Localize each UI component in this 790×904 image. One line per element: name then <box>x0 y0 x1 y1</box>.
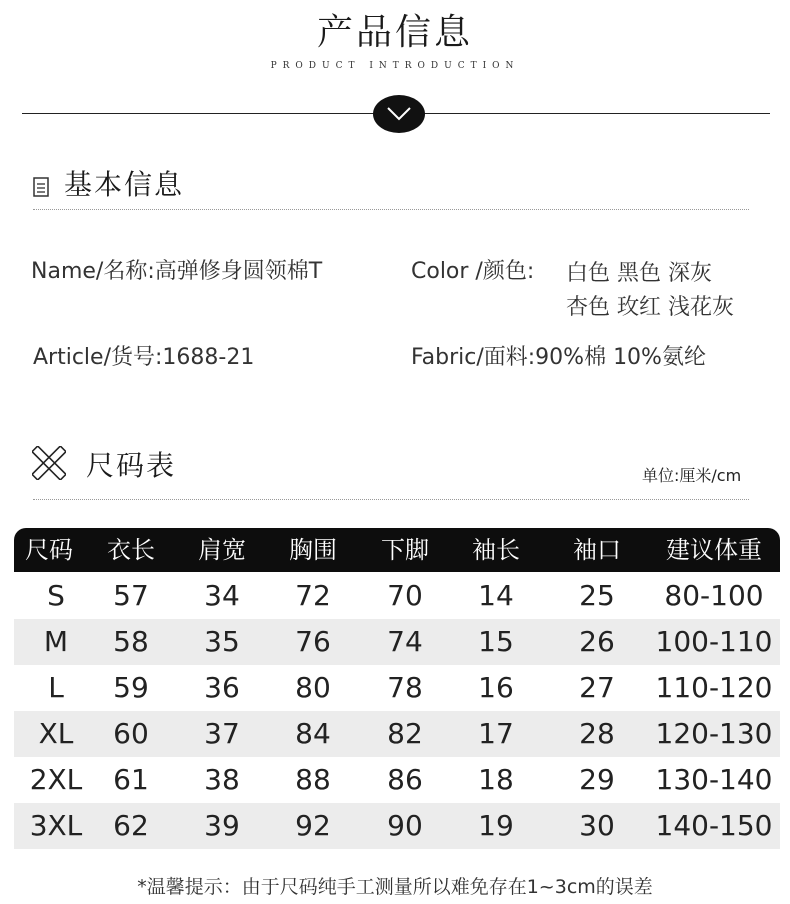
article-value: 1688-21 <box>162 345 255 370</box>
table-cell: 78 <box>387 671 423 704</box>
size-chart-heading: 尺码表 <box>86 449 177 482</box>
article-row <box>33 340 254 371</box>
page-subtitle: PRODUCT INTRODUCTION <box>270 61 520 71</box>
table-cell: 26 <box>579 625 615 658</box>
table-cell: 60 <box>113 717 149 750</box>
table-cell: 86 <box>387 763 423 796</box>
table-row <box>14 665 780 711</box>
table-cell: 38 <box>204 763 240 796</box>
name-value: 高弹修身圆领棉T <box>154 259 323 284</box>
column-header: 下脚 <box>381 536 429 564</box>
size-table-header <box>14 528 780 572</box>
column-header: 袖口 <box>573 536 621 564</box>
table-row <box>14 711 780 757</box>
table-cell: 110-120 <box>655 671 773 704</box>
table-cell: 70 <box>387 579 423 612</box>
table-cell: 18 <box>478 763 514 796</box>
table-cell: 76 <box>295 625 331 658</box>
column-header: 肩宽 <box>198 536 246 564</box>
color-label: Color /颜色: <box>411 259 535 284</box>
table-cell: 27 <box>579 671 615 704</box>
table-cell: 34 <box>204 579 240 612</box>
table-row <box>14 803 780 849</box>
table-cell: 14 <box>478 579 514 612</box>
table-cell: L <box>48 671 64 704</box>
chevron-down-icon <box>387 107 411 121</box>
table-row <box>14 619 780 665</box>
crossed-rulers-icon <box>32 446 66 480</box>
color-values-line2: 杏色 玫红 浅花灰 <box>566 295 734 320</box>
table-cell: 15 <box>478 625 514 658</box>
table-cell: 28 <box>579 717 615 750</box>
table-cell: 39 <box>204 809 240 842</box>
table-cell: 92 <box>295 809 331 842</box>
table-cell: 74 <box>387 625 423 658</box>
table-cell: 62 <box>113 809 149 842</box>
basic-info-heading: 基本信息 <box>64 168 185 201</box>
column-header: 衣长 <box>107 536 155 564</box>
table-cell: 19 <box>478 809 514 842</box>
fabric-row <box>411 340 706 371</box>
table-cell: 17 <box>478 717 514 750</box>
column-header: 胸围 <box>289 536 337 564</box>
fabric-value: 90%棉 10%氨纶 <box>535 345 706 370</box>
table-cell: 37 <box>204 717 240 750</box>
table-cell: 120-130 <box>655 717 773 750</box>
article-label: Article/货号: <box>33 345 163 370</box>
table-cell: 59 <box>113 671 149 704</box>
table-cell: XL <box>38 717 74 750</box>
table-row <box>14 573 780 619</box>
table-cell: M <box>43 625 69 658</box>
table-cell: 80 <box>295 671 331 704</box>
table-cell: 72 <box>295 579 331 612</box>
table-cell: 3XL <box>29 809 83 842</box>
header-badge <box>373 95 425 133</box>
name-row <box>31 254 322 285</box>
fabric-label: Fabric/面料: <box>411 345 536 370</box>
size-chart-divider <box>33 499 749 500</box>
basic-info-divider <box>33 209 749 210</box>
color-values-line1: 白色 黑色 深灰 <box>566 261 712 286</box>
column-header: 尺码 <box>25 536 73 564</box>
table-cell: 140-150 <box>655 809 773 842</box>
unit-label: 单位:厘米/cm <box>642 466 742 485</box>
table-cell: 80-100 <box>664 579 764 612</box>
name-label: Name/名称: <box>31 259 155 284</box>
table-cell: 36 <box>204 671 240 704</box>
table-cell: 82 <box>387 717 423 750</box>
column-header: 袖长 <box>472 536 520 564</box>
table-cell: 84 <box>295 717 331 750</box>
table-cell: 58 <box>113 625 149 658</box>
table-cell: 100-110 <box>655 625 773 658</box>
table-cell: 35 <box>204 625 240 658</box>
table-row <box>14 757 780 803</box>
table-cell: 88 <box>295 763 331 796</box>
table-cell: 61 <box>113 763 149 796</box>
column-header: 建议体重 <box>666 536 762 564</box>
table-cell: 16 <box>478 671 514 704</box>
table-cell: 90 <box>387 809 423 842</box>
table-cell: 2XL <box>29 763 83 796</box>
table-cell: 29 <box>579 763 615 796</box>
table-cell: 57 <box>113 579 149 612</box>
document-list-icon <box>33 177 49 197</box>
table-cell: S <box>47 579 65 612</box>
table-cell: 30 <box>579 809 615 842</box>
measurement-note: *温馨提示：由于尺码纯手工测量所以难免存在1~3cm的误差 <box>137 876 653 898</box>
page-title: 产品信息 <box>316 12 473 53</box>
table-cell: 25 <box>579 579 615 612</box>
table-cell: 130-140 <box>655 763 773 796</box>
